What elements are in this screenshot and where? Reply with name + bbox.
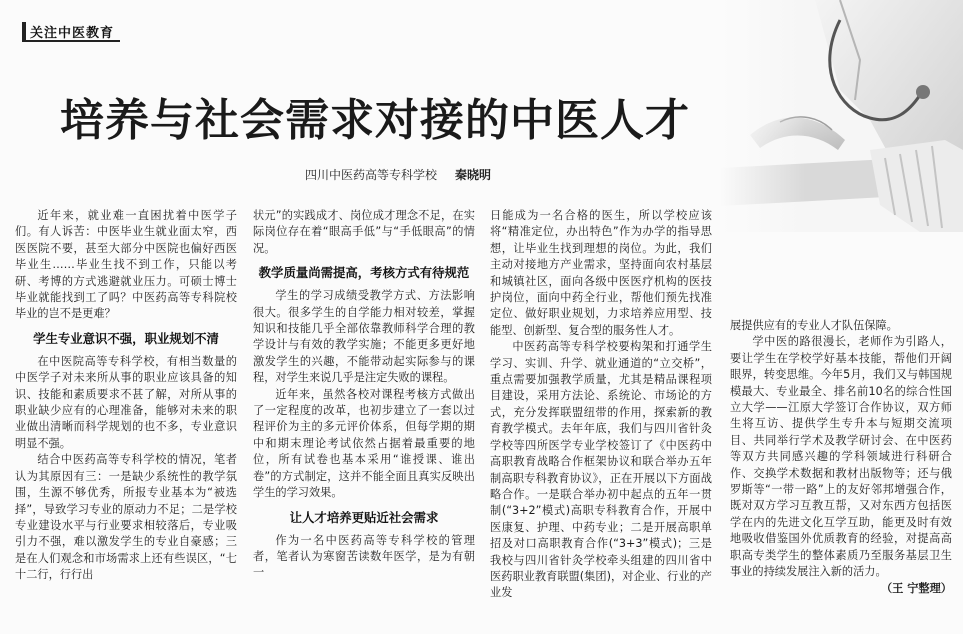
body-paragraph-continued: 展提供应有的专业人才队伍保障。 [730,319,898,332]
byline-school: 四川中医药高等专科学校 [305,168,438,182]
section-heading-society: 让人才培养更贴近社会需求 [289,509,439,525]
article-column-3 [490,208,712,602]
pulse-diagnosis-photo [720,0,963,232]
body-paragraph: 学生的学习成绩受教学方式、方法影响很大。很多学生的自学能力相对较差，掌握知识和技能几乎全部依靠教师科学合理的教学设计与有效的教学实施；不能更多更好地激发学生的兴趣，不能带动起实际参与的课程，对学生来说几乎是注定失败的课程。 [253,289,475,385]
byline [305,166,491,183]
body-paragraph: 作为一名中医药高等专科学校的管理者，笔者认为寒窗苦读数年医学，是为有朝一 [253,533,475,580]
section-tag-label: 关注中医教育 [30,25,115,41]
body-paragraph-continued: 日能成为一名合格的医生，所以学校应该将“精准定位，办出特色”作为办学的指导思想，让毕业生找到理想的岗位。为此，我们主动对接地方产业需求，坚持面向农村基层和城镇社区，面向各级中医医疗机构的医技护岗位，面向中药全行业，帮他们预先找准定位、做好职业规划，力求培养应用型、技能型、创新型、复合型的服务性人才。 [490,209,712,337]
byline-author: 秦晓明 [455,168,492,182]
article-column-4 [730,318,952,597]
section-tag [22,22,120,42]
intro-paragraph: 近年来，就业难一直困扰着中医学子们。有人诉苦：中医毕业生就业面太窄，西医医院不要，甚至大部分中医院也偏好西医毕业生……毕业生找不到工作，只能以考研、考博的方式逃避就业压力。可硕士博士毕业就能找到工了吗？中医药高等专科院校毕业的岂不是更难？ [15,209,237,321]
section-heading-career: 学生专业意识不强，职业规划不清 [33,330,219,346]
pulse-diagnosis-illustration [720,0,963,232]
body-paragraph: 在中医院高等专科学校，有相当数量的中医学子对未来所从事的职业应该具备的知识、技能和素质要求不甚了解，对所从事的职业缺少应有的心理准备，能够对未来的职业做出清晰而科学规划的也不多，专业意识明显不强。 [15,354,237,450]
body-paragraph: 结合中医药高等专科学校的情况，笔者认为其原因有三：一是缺少系统性的教学氛围，生源不够优秀，所报专业基本为“被选择”，导致学习专业的原动力不足；二是学校专业建设水平与行业要求相较落后，专业吸引力不强，难以激发学生的专业自豪感；三是在人们观念和市场需求上还有些误区，“七十二行，行行出 [15,453,237,582]
article-column-2 [253,208,475,582]
body-paragraph-continued: 状元”的实践成才、岗位成才理念不足，在实际岗位存在着“眼高手低”与“手低眼高”的情况。 [253,209,475,255]
body-paragraph: 近年来，虽然各校对课程考核方式做出了一定程度的改革，也初步建立了一套以过程评价为主的多元评价体系，但每学期的期中和期末理论考试依然占据着最重要的地位，所有试卷也基本采用“谁授课、谁出卷”的方式制定，这并不能全面且真实反映出学生的学习效果。 [253,387,475,500]
body-paragraph: 学中医的路很漫长，老师作为引路人，要让学生在学校学好基本技能，帮他们开阔眼界，转变思维。今年5月，我们又与韩国规模最大、专业最全、排名前10名的综合性国立大学——江原大学签订合作协议，双方师生将互访、提供学生专升本与短期交流项目、共同举行学术及教学研讨会、在中医药等双方共同感兴趣的学科领域进行科研合作、交换学术数据和教材出版物等；还与俄罗斯等“一带一路”上的友好邻邦增强合作，既对双方学习互教互帮，又对东西方包括医学在内的先进文化互学互助，能更及时有效地吸收借鉴国外优质教育的经验，对提高高职高专类学生的整体素质乃至服务基层卫生事业的持续发展注入新的活力。 [730,335,952,579]
editor-signoff: （王 宁整理） [880,581,952,595]
article-column-1 [15,208,237,584]
headline: 培养与社会需求对接的中医人才 [60,95,690,146]
section-heading-teaching: 教学质量尚需提高，考核方式有待规范 [258,265,470,281]
body-paragraph: 中医药高等专科学校要构架和打通学生学习、实训、升学、就业通道的“立交桥”，重点需要加强教学质量，尤其是精品课程项目建设，采用方法论、系统论、市场论的方式，充分发挥联盟纽带的作用，探索新的教育教学模式。去年年底，我们与四川省针灸学校等四所医学专业学校签订了《中医药中高职教育战略合作框架协议和联合举办五年制高职专科教育协议》，正在开展以下方面战略合作。一是联合举办初中起点的五年一贯制(“3+2”模式)高职专科教育合作，开展中医康复、护理、中药专业；二是开展高职单招及对口高职教育合作(“3+3”模式)；三是我校与四川省针灸学校牵头组建的四川省中医药职业教育联盟(集团)，对企业、行业的产业发 [490,340,712,600]
